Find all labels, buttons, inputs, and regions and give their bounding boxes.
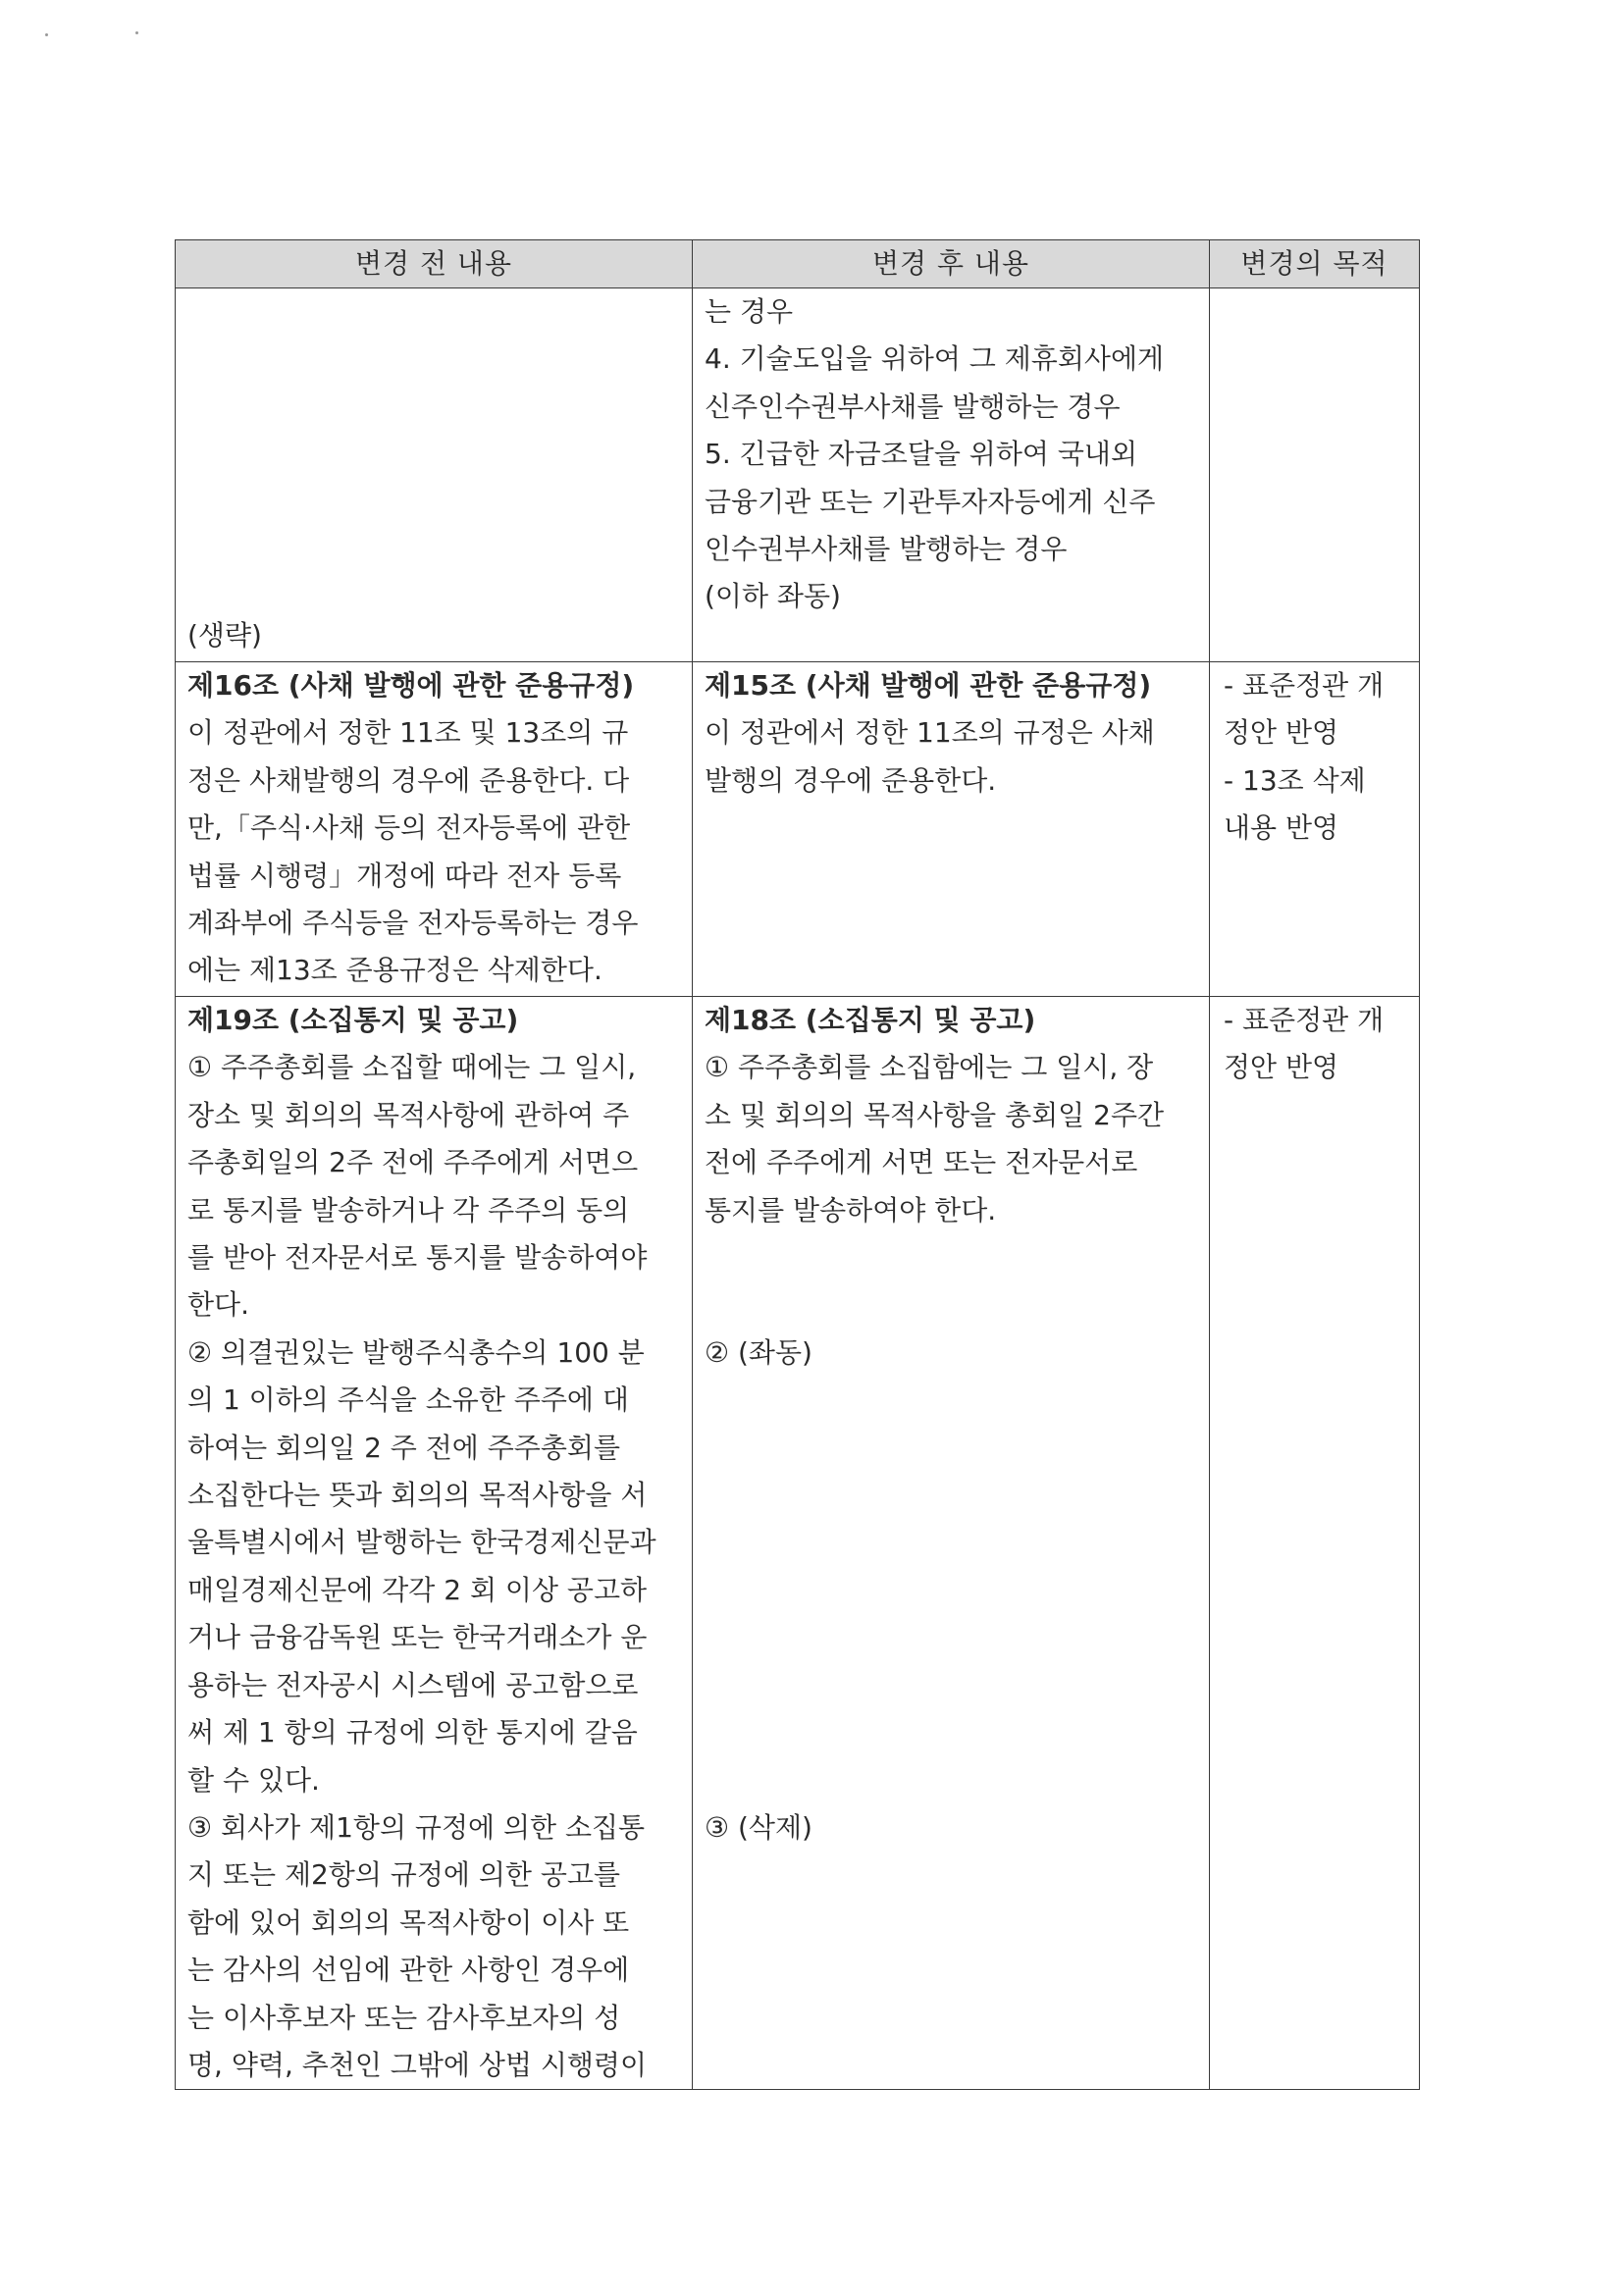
line-spacer	[705, 1377, 1197, 1424]
text-line: 를 받아 전자문서로 통지를 발송하여야	[187, 1241, 648, 1275]
text-line: 소 및 회의의 목적사항을 총회일 2주간	[705, 1098, 1165, 1131]
omitted-note: (생략)	[187, 618, 262, 652]
text-line: 는 경우	[705, 295, 794, 328]
text-line: 만,「주식·사채 등의 전자등록에 관한	[187, 811, 631, 845]
text-line: 계좌부에 주식등을 전자등록하는 경우	[187, 907, 639, 940]
cell-purpose	[1210, 662, 1420, 997]
text-line: 장소 및 회의의 목적사항에 관하여 주	[187, 1098, 630, 1131]
article-title: 제15조 (사채 발행에 관한 준용규정)	[705, 669, 1152, 702]
cell-after	[693, 662, 1210, 997]
text-line: 전에 주주에게 서면 또는 전자문서로	[705, 1146, 1138, 1179]
article-title: 제18조 (소집통지 및 공고)	[705, 1004, 1036, 1036]
line-spacer	[705, 1567, 1197, 1614]
text-line: ③ 회사가 제1항의 규정에 의한 소집통	[187, 1810, 646, 1844]
purpose-line: 내용 반영	[1224, 811, 1339, 845]
text-line: 5. 긴급한 자금조달을 위하여 국내외	[705, 438, 1137, 471]
line-spacer	[705, 1472, 1197, 1519]
amendment-comparison-table	[175, 239, 1420, 2090]
line-spacer	[705, 1709, 1197, 1756]
text-line: 법률 시행령」개정에 따라 전자 등록	[187, 859, 622, 892]
text-line: 소집한다는 뜻과 회의의 목적사항을 서	[187, 1479, 648, 1512]
text-line: 이 정관에서 정한 11조의 규정은 사채	[705, 716, 1155, 750]
cell-purpose	[1210, 997, 1420, 2090]
text-line: 정은 사채발행의 경우에 준용한다. 다	[187, 763, 630, 797]
table-row	[176, 997, 1420, 2090]
header-after: 변경 후 내용	[693, 240, 1210, 288]
text-line: ① 주주총회를 소집함에는 그 일시, 장	[705, 1051, 1154, 1084]
cell-purpose	[1210, 288, 1420, 662]
cell-after	[693, 288, 1210, 662]
text-line: 4. 기술도입을 위하여 그 제휴회사에게	[705, 342, 1165, 376]
purpose-line: 정안 반영	[1224, 1051, 1339, 1084]
paragraph-3-note: ③ (삭제)	[705, 1810, 812, 1844]
article-title: 제19조 (소집통지 및 공고)	[187, 1004, 519, 1036]
cell-before	[176, 997, 693, 2090]
line-spacer	[705, 1662, 1197, 1709]
text-line: 에는 제13조 준용규정은 삭제한다.	[187, 954, 602, 987]
paragraph-2-note: ② (좌동)	[705, 1335, 812, 1369]
table-row	[176, 288, 1420, 662]
line-spacer	[705, 1756, 1197, 1803]
line-spacer	[705, 1234, 1197, 1281]
purpose-line: - 13조 삭제	[1224, 763, 1366, 797]
text-line: 매일경제신문에 각각 2 회 이상 공고하	[187, 1573, 648, 1606]
text-line: 써 제 1 항의 규정에 의한 통지에 갈음	[187, 1716, 638, 1749]
text-line: 하여는 회의일 2 주 전에 주주총회를	[187, 1431, 620, 1464]
article-title: 제16조 (사채 발행에 관한 준용규정)	[187, 669, 635, 702]
table-row	[176, 662, 1420, 997]
text-line: 거나 금융감독원 또는 한국거래소가 운	[187, 1621, 648, 1654]
table-header-row	[176, 240, 1420, 288]
text-line: (이하 좌동)	[705, 580, 841, 613]
text-line: 신주인수권부사채를 발행하는 경우	[705, 390, 1121, 423]
text-line: 명, 약력, 추천인 그밖에 상법 시행령이	[187, 2048, 648, 2081]
header-before: 변경 전 내용	[176, 240, 693, 288]
text-line: 통지를 발송하여야 한다.	[705, 1193, 997, 1226]
line-spacer	[705, 1614, 1197, 1661]
purpose-line: - 표준정관 개	[1224, 669, 1385, 702]
text-line: 울특별시에서 발행하는 한국경제신문과	[187, 1526, 656, 1559]
text-line: 의 1 이하의 주식을 소유한 주주에 대	[187, 1383, 629, 1417]
scan-speck	[135, 31, 138, 34]
purpose-line: - 표준정관 개	[1224, 1004, 1385, 1036]
text-line: 금융기관 또는 기관투자자등에게 신주	[705, 485, 1156, 518]
purpose-line: 정안 반영	[1224, 716, 1339, 750]
cell-before	[176, 662, 693, 997]
text-line: 로 통지를 발송하거나 각 주주의 동의	[187, 1193, 630, 1226]
text-line: ① 주주총회를 소집할 때에는 그 일시,	[187, 1051, 637, 1084]
text-line: 인수권부사채를 발행하는 경우	[705, 533, 1068, 566]
text-line: ② 의결권있는 발행주식총수의 100 분	[187, 1335, 645, 1369]
text-line: 한다.	[187, 1288, 249, 1322]
text-line: 이 정관에서 정한 11조 및 13조의 규	[187, 716, 629, 750]
cell-before	[176, 288, 693, 662]
text-line: 는 이사후보자 또는 감사후보자의 성	[187, 2001, 621, 2034]
cell-after	[693, 997, 1210, 2090]
scan-speck	[45, 33, 48, 36]
text-line: 지 또는 제2항의 규정에 의한 공고를	[187, 1858, 620, 1892]
text-line: 주총회일의 2주 전에 주주에게 서면으	[187, 1146, 639, 1179]
line-spacer	[705, 1281, 1197, 1329]
text-line: 할 수 있다.	[187, 1763, 320, 1797]
header-purpose: 변경의 목적	[1210, 240, 1420, 288]
text-line: 용하는 전자공시 시스템에 공고함으로	[187, 1668, 639, 1701]
line-spacer	[705, 1425, 1197, 1472]
text-line: 발행의 경우에 준용한다.	[705, 763, 997, 797]
text-line: 함에 있어 회의의 목적사항이 이사 또	[187, 1905, 630, 1939]
line-spacer	[705, 1519, 1197, 1566]
text-line: 는 감사의 선임에 관한 사항인 경우에	[187, 1954, 630, 1987]
